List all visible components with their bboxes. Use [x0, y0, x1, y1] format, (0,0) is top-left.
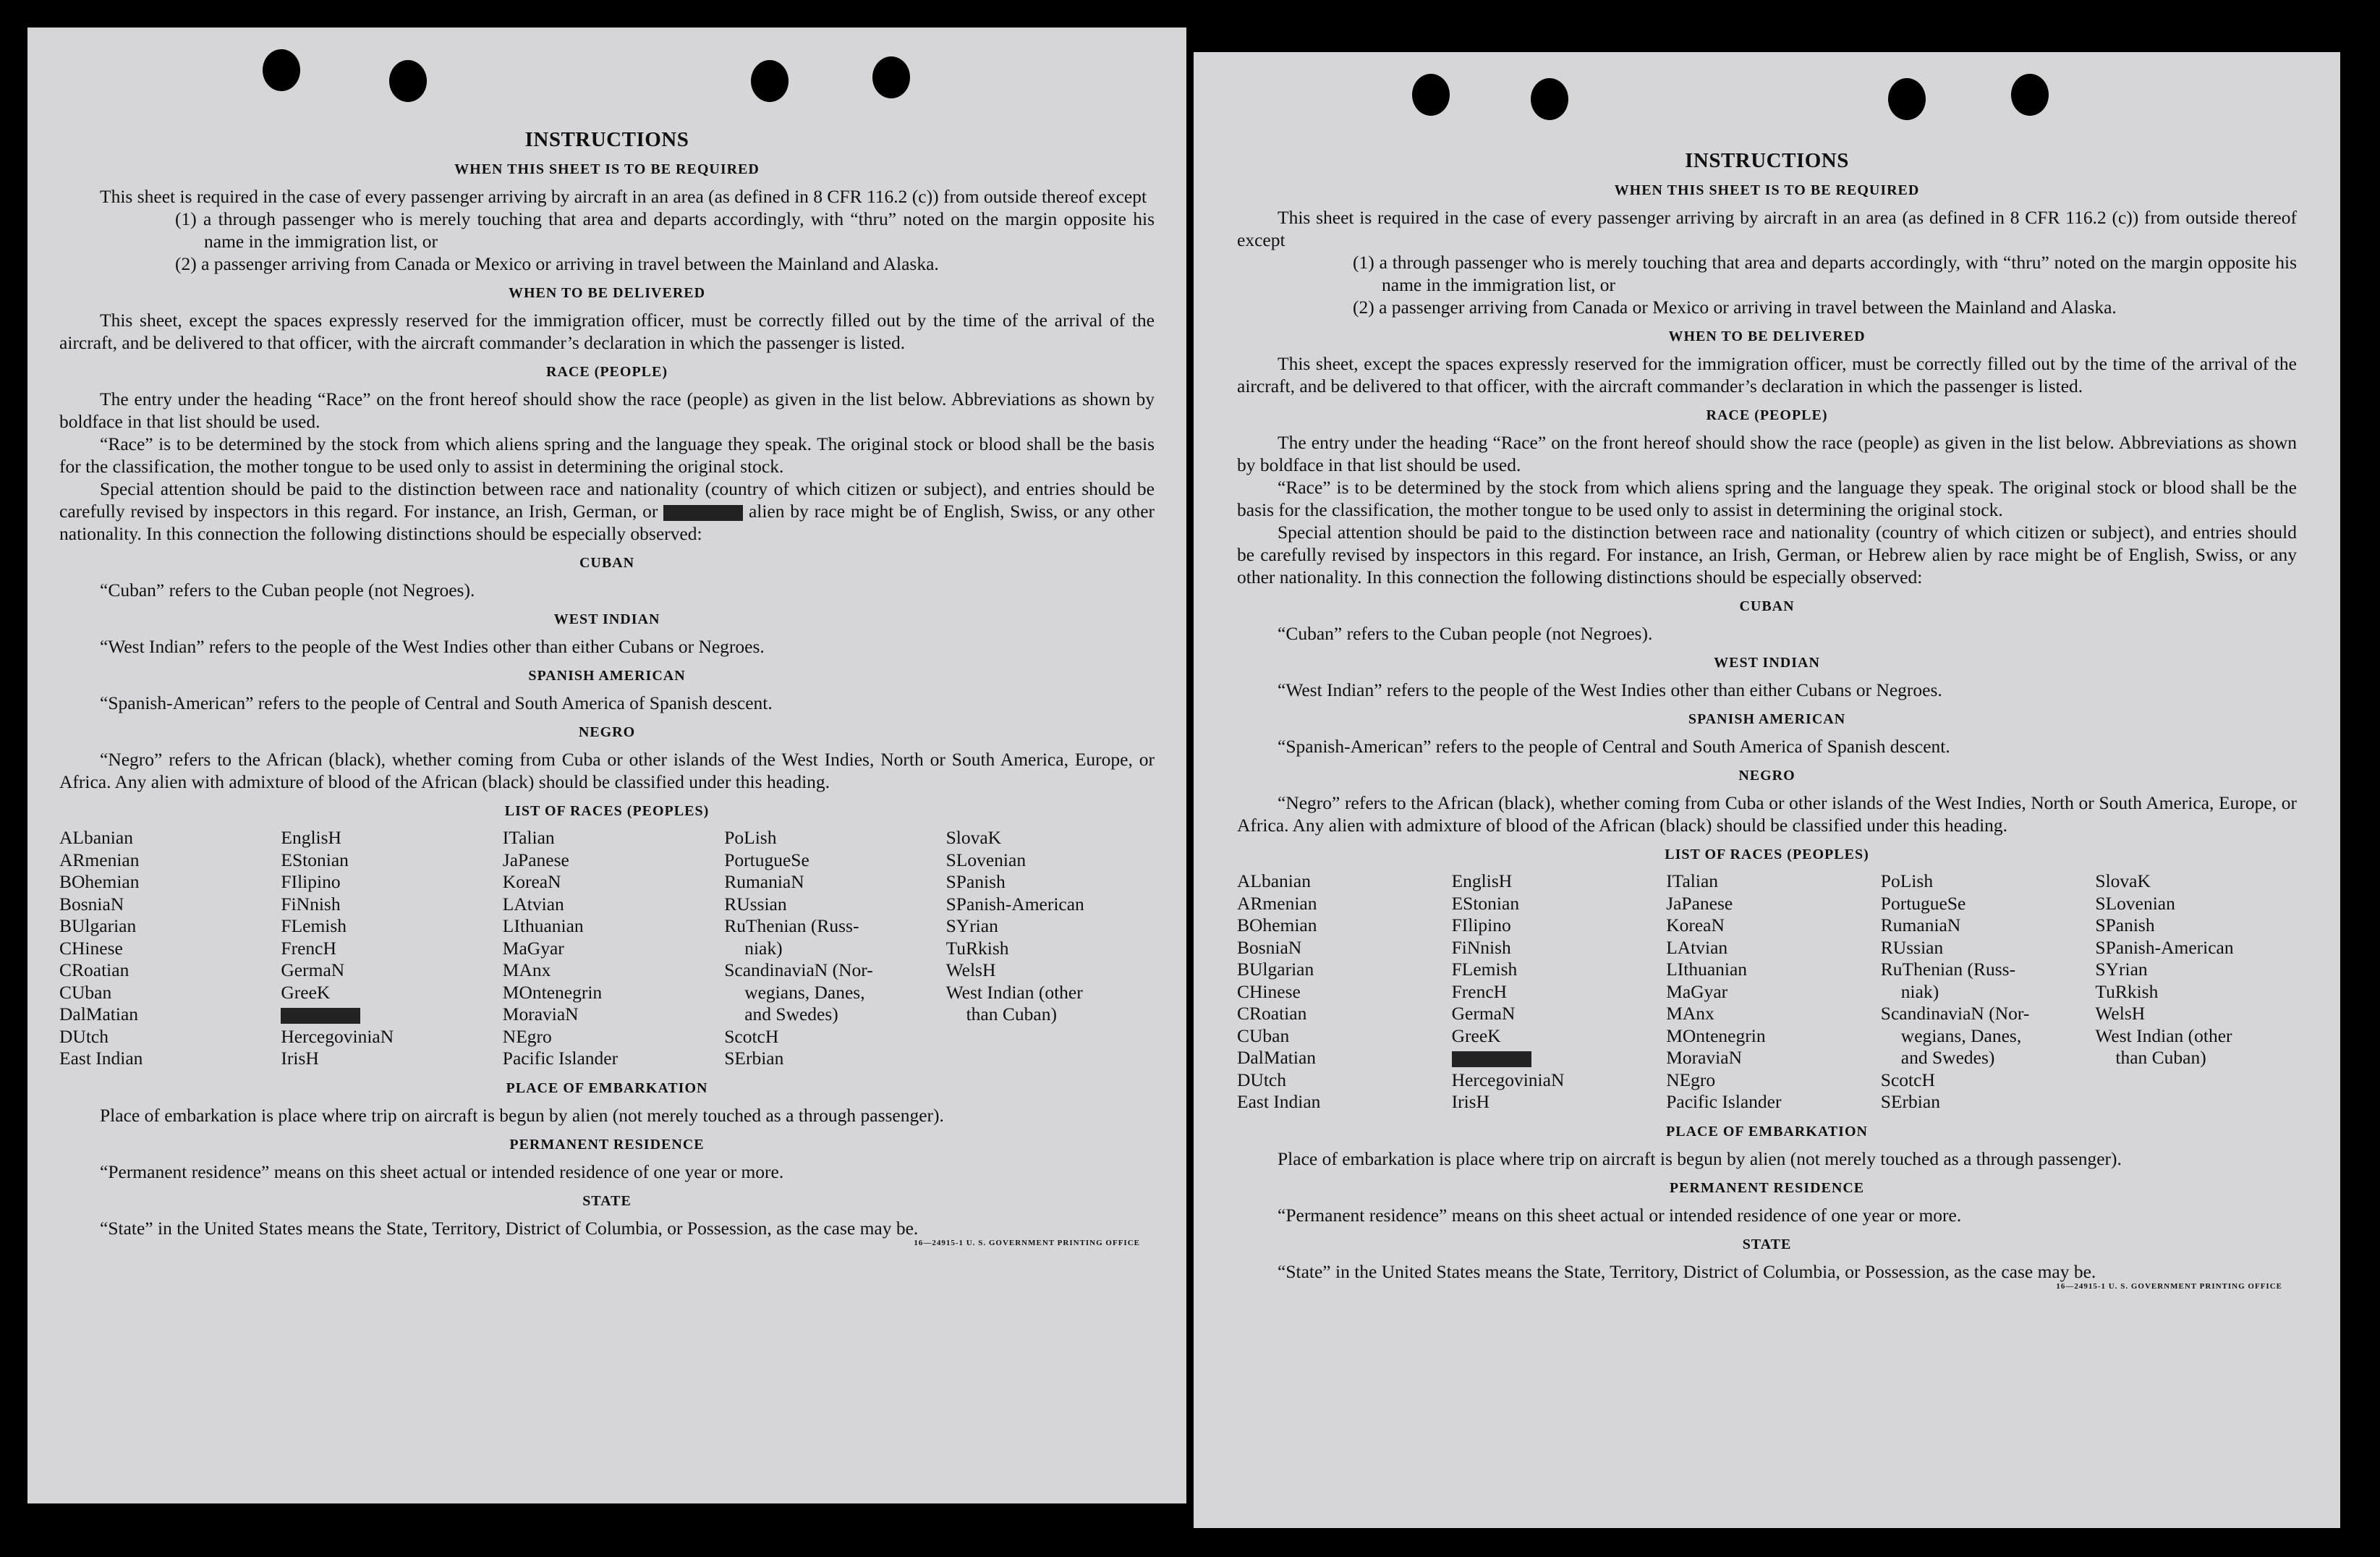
section-heading: WHEN THIS SHEET IS TO BE REQUIRED: [454, 161, 760, 177]
instructions-text: [59, 129, 1155, 1255]
race-item: CUban: [1237, 1024, 1290, 1046]
page-title: INSTRUCTIONS: [524, 128, 689, 151]
race-item: NEgro: [502, 1025, 552, 1047]
section-heading: SPANISH AMERICAN: [528, 668, 686, 684]
race-item: SPanish: [945, 871, 1006, 892]
race-item: RUssian: [724, 893, 787, 915]
section-heading: WHEN THIS SHEET IS TO BE REQUIRED: [1614, 182, 1920, 198]
race-item: ALbanian: [59, 827, 133, 848]
paragraph: “Negro” refers to the African (black), whether coming from Cuba or other islands of the West Indies, North or South America, Europe, or Africa. Any alien with admixture of blood of the African (black) should be classified under this heading.: [1237, 792, 2297, 836]
section-heading: STATE: [1742, 1236, 1792, 1252]
race-item: than Cuban): [966, 1004, 1057, 1024]
race-column: [1237, 870, 1439, 1113]
race-item: PoLish: [724, 827, 777, 848]
list-item: (1) a through passenger who is merely touching that area and departs accordingly, with “thru” noted on the margin opposite his name in the immigration list, or: [1353, 252, 2297, 295]
race-item: than Cuban): [2115, 1047, 2206, 1068]
paragraph: “Permanent residence” means on this sheet actual or intended residence of one year or more.: [100, 1161, 784, 1182]
section-heading: RACE (PEOPLE): [546, 364, 668, 380]
race-item: Pacific Islander: [1666, 1091, 1782, 1112]
race-item: TuRkish: [945, 937, 1009, 959]
race-item: NEgro: [1666, 1069, 1716, 1090]
race-item: BUlgarian: [59, 915, 137, 936]
punch-hole: [1412, 74, 1450, 116]
document-page-left: [27, 27, 1186, 1503]
race-item: SlovaK: [945, 827, 1002, 848]
section-heading: PLACE OF EMBARKATION: [1666, 1123, 1868, 1140]
section-heading: NEGRO: [578, 724, 636, 740]
race-item: CRoatian: [59, 959, 129, 980]
section-heading: PERMANENT RESIDENCE: [509, 1136, 705, 1153]
paragraph: “West Indian” refers to the people of the West Indies other than either Cubans or Negroes.: [1278, 679, 1942, 700]
race-item: EStonian: [1451, 892, 1520, 914]
race-list: [59, 827, 1155, 1070]
race-item: SLovenian: [945, 849, 1027, 870]
race-item: West Indian (other: [2095, 1024, 2232, 1046]
race-item: BOhemian: [59, 871, 140, 892]
race-item: ScandinaviaN (Nor-: [724, 959, 873, 980]
race-item: BosniaN: [59, 893, 124, 915]
race-item: HercegoviniaN: [281, 1025, 394, 1047]
paragraph: Place of embarkation is place where trip on aircraft is begun by alien (not merely touched as a through passenger).: [1278, 1147, 2122, 1169]
race-item: FiNnish: [281, 893, 341, 915]
race-item: SErbian: [1880, 1091, 1940, 1112]
race-item: SLovenian: [2095, 892, 2175, 914]
race-item: East Indian: [59, 1048, 143, 1069]
race-item: DUtch: [59, 1025, 109, 1047]
race-column: [1452, 870, 1654, 1113]
race-item: EnglisH: [281, 827, 341, 848]
list-item: (2) a passenger arriving from Canada or Mexico or arriving in travel between the Mainland and Alaska.: [175, 253, 939, 274]
redaction-mark: [281, 1008, 360, 1024]
paragraph: This sheet, except the spaces expressly reserved for the immigration officer, must be correctly filled out by the time of the arrival of the aircraft, and be delivered to that officer, with the aircraft commander’s declaration in which the passenger is listed.: [1237, 353, 2297, 396]
race-item: West Indian (other: [945, 981, 1083, 1003]
race-item: HercegoviniaN: [1451, 1069, 1565, 1090]
page-title: INSTRUCTIONS: [1685, 149, 1849, 172]
race-item: EStonian: [281, 849, 349, 870]
section-heading: NEGRO: [1738, 768, 1795, 784]
race-item: RumaniaN: [1880, 915, 1961, 936]
race-item: wegians, Danes,: [744, 981, 865, 1003]
race-item: BosniaN: [1237, 936, 1302, 958]
paragraph-part: alien by race might be of English, Swiss, or any other nationality. In this connection the following distinctions should be especially observed:: [59, 501, 1155, 544]
race-column: [1666, 870, 1868, 1113]
race-item: BOhemian: [1237, 915, 1317, 936]
section-heading: WHEN TO BE DELIVERED: [1668, 328, 1866, 344]
race-item: RuThenian (Russ-: [724, 915, 859, 936]
race-item: JaPanese: [1666, 892, 1733, 914]
race-item: Pacific Islander: [502, 1048, 619, 1069]
redaction-mark: [663, 505, 743, 521]
paragraph: “Cuban” refers to the Cuban people (not Negroes).: [1278, 623, 1653, 644]
race-item: ITalian: [502, 827, 555, 848]
race-item: FLemish: [1451, 959, 1518, 980]
redaction-mark: [1452, 1051, 1531, 1067]
paragraph-part: Special attention should be paid to the distinction between race and nationality (country of which citizen or subject), and entries should be carefully revised by inspectors in this regard. For instance, an Irish, German, or: [59, 478, 1155, 522]
paragraph: The entry under the heading “Race” on the front hereof should show the race (people) as given in the list below. Abbreviations as shown by boldface in that list should be used.: [59, 389, 1155, 432]
race-item: FrencH: [1451, 980, 1508, 1002]
race-item: niak): [1900, 980, 1939, 1002]
punch-hole: [389, 60, 427, 102]
race-column: [724, 827, 932, 1070]
race-item: MOntenegrin: [502, 981, 603, 1003]
race-item: niak): [744, 937, 783, 959]
race-item: SPanish: [2095, 915, 2155, 936]
race-item: LIthuanian: [502, 915, 584, 936]
paragraph: “West Indian” refers to the people of the West Indies other than either Cubans or Negroes.: [100, 636, 765, 657]
race-item: MoraviaN: [1666, 1047, 1742, 1068]
section-heading: WHEN TO BE DELIVERED: [508, 285, 706, 301]
paragraph: “State” in the United States means the State, Territory, District of Columbia, or Possession, as the case may be.: [100, 1217, 919, 1239]
race-column: [1881, 870, 2083, 1113]
document-page-right: [1194, 52, 2340, 1528]
paragraph: Special attention should be paid to the distinction between race and nationality (country of which citizen or subject), and entries should be carefully revised by inspectors in this regard. For instance, an Irish, German, or Hebrew alien by race might be of English, Swiss, or any other nationality. In this connection the following distinctions should be especially observed:: [1237, 522, 2297, 587]
race-item: ARmenian: [1237, 892, 1317, 914]
race-item: CRoatian: [1237, 1003, 1307, 1024]
paragraph: “Permanent residence” means on this sheet actual or intended residence of one year or more.: [1278, 1204, 1962, 1226]
race-item: PortugueSe: [1880, 892, 1966, 914]
race-item: ARmenian: [59, 849, 140, 870]
race-item: PortugueSe: [724, 849, 809, 870]
race-item: FiNnish: [1451, 936, 1511, 958]
paragraph: This sheet is required in the case of every passenger arriving by aircraft in an area (as defined in 8 CFR 116.2 (c)) from outside thereof except: [100, 186, 1147, 207]
section-heading: RACE (PEOPLE): [1706, 407, 1828, 423]
punch-hole: [2011, 74, 2049, 116]
race-item: SYrian: [945, 915, 998, 936]
race-item: JaPanese: [502, 849, 569, 870]
race-item: CUban: [59, 981, 112, 1003]
race-item: RUssian: [1880, 936, 1944, 958]
race-item: TuRkish: [2095, 980, 2159, 1002]
race-item: LAtvian: [1666, 936, 1728, 958]
race-item: GreeK: [281, 981, 331, 1003]
instructions-text: [1237, 150, 2297, 1298]
paragraph: “Spanish-American” refers to the people of Central and South America of Spanish descent.: [100, 692, 773, 713]
race-list: [1237, 870, 2297, 1113]
punch-hole: [263, 49, 300, 91]
race-item: DalMatian: [59, 1004, 139, 1024]
race-item: SPanish-American: [2095, 936, 2234, 958]
race-item: DalMatian: [1237, 1047, 1317, 1068]
section-heading: CUBAN: [1739, 598, 1795, 614]
race-item: IrisH: [281, 1048, 319, 1069]
section-heading: PERMANENT RESIDENCE: [1669, 1179, 1865, 1196]
race-item: FrencH: [281, 937, 336, 959]
race-item: MOntenegrin: [1666, 1024, 1766, 1046]
section-heading: LIST OF RACES (PEOPLES): [504, 803, 710, 819]
race-item: MAnx: [502, 959, 551, 980]
race-item-redacted: [1452, 1047, 1654, 1069]
race-item: and Swedes): [744, 1004, 838, 1024]
race-item: MAnx: [1666, 1003, 1714, 1024]
race-item: SlovaK: [2095, 870, 2151, 891]
race-item: ScandinaviaN (Nor-: [1880, 1003, 2030, 1024]
punch-hole: [751, 60, 789, 102]
race-item: SYrian: [2095, 959, 2148, 980]
punch-hole: [1888, 78, 1926, 120]
section-heading: STATE: [582, 1192, 632, 1209]
race-item: KoreaN: [502, 871, 561, 892]
race-column: [946, 827, 1155, 1070]
race-item: MaGyar: [1666, 980, 1728, 1002]
race-item: ScotcH: [724, 1025, 779, 1047]
race-item: East Indian: [1237, 1091, 1321, 1112]
paragraph: “Cuban” refers to the Cuban people (not Negroes).: [100, 580, 475, 601]
race-item: EnglisH: [1451, 870, 1513, 891]
race-item: BUlgarian: [1237, 959, 1314, 980]
race-item: IrisH: [1451, 1091, 1490, 1112]
race-item: LIthuanian: [1666, 959, 1748, 980]
list-item: (1) a through passenger who is merely touching that area and departs accordingly, with “thru” noted on the margin opposite his name in the immigration list, or: [175, 208, 1155, 252]
race-column: [59, 827, 268, 1070]
section-heading: PLACE OF EMBARKATION: [506, 1079, 708, 1096]
race-item: ALbanian: [1237, 870, 1311, 891]
paragraph: “State” in the United States means the State, Territory, District of Columbia, or Possession, as the case may be.: [1278, 1260, 2096, 1282]
section-heading: WEST INDIAN: [553, 611, 660, 627]
paragraph: Place of embarkation is place where trip on aircraft is begun by alien (not merely touched as a through passenger).: [100, 1104, 944, 1126]
race-item: ITalian: [1666, 870, 1719, 891]
race-item: and Swedes): [1900, 1047, 1995, 1068]
list-item: (2) a passenger arriving from Canada or Mexico or arriving in travel between the Mainland and Alaska.: [1353, 297, 2117, 318]
section-heading: CUBAN: [579, 555, 635, 571]
race-item: LAtvian: [502, 893, 564, 915]
race-item: ScotcH: [1880, 1069, 1935, 1090]
race-item: DUtch: [1237, 1069, 1286, 1090]
race-item: FLemish: [281, 915, 347, 936]
section-heading: LIST OF RACES (PEOPLES): [1665, 847, 1869, 862]
paragraph: “Race” is to be determined by the stock from which aliens spring and the language they speak. The original stock or blood shall be the basis for the classification, the mother tongue to be used only to assist in determining the original stock.: [59, 433, 1155, 477]
race-item: WelsH: [2095, 1003, 2146, 1024]
race-item: KoreaN: [1666, 915, 1725, 936]
race-item: WelsH: [945, 959, 996, 980]
race-item: CHinese: [1237, 980, 1301, 1002]
paragraph: The entry under the heading “Race” on the front hereof should show the race (people) as given in the list below. Abbreviations as shown by boldface in that list should be used.: [1237, 432, 2297, 475]
race-column: [503, 827, 711, 1070]
section-heading: WEST INDIAN: [1714, 655, 1820, 671]
punch-hole: [872, 56, 910, 98]
race-item: SPanish-American: [945, 893, 1084, 915]
race-item: GermaN: [281, 959, 345, 980]
paragraph: “Negro” refers to the African (black), whether coming from Cuba or other islands of the West Indies, North or South America, Europe, or Africa. Any alien with admixture of blood of the African (black) should be classified under this heading.: [59, 749, 1155, 792]
race-item-redacted: [281, 1004, 489, 1026]
race-item: RuThenian (Russ-: [1880, 959, 2016, 980]
paragraph: This sheet is required in the case of every passenger arriving by aircraft in an area (as defined in 8 CFR 116.2 (c)) from outside thereof except: [1237, 207, 2297, 250]
race-item: SErbian: [724, 1048, 784, 1069]
race-item: GermaN: [1451, 1003, 1516, 1024]
race-column: [2095, 870, 2297, 1113]
race-item: MaGyar: [502, 937, 564, 959]
paragraph: “Race” is to be determined by the stock from which aliens spring and the language they speak. The original stock or blood shall be the basis for the classification, the mother tongue to be used only to assist in determining the original stock.: [1237, 477, 2297, 520]
printer-imprint: 16—24915-1 U. S. GOVERNMENT PRINTING OFFICE: [914, 1238, 1140, 1247]
race-column: [281, 827, 489, 1070]
race-item: FIlipino: [1451, 915, 1511, 936]
paragraph: This sheet, except the spaces expressly reserved for the immigration officer, must be correctly filled out by the time of the arrival of the aircraft, and be delivered to that officer, with the aircraft commander’s declaration in which the passenger is listed.: [59, 310, 1155, 353]
paragraph: [59, 478, 1155, 545]
race-item: FIlipino: [281, 871, 341, 892]
paragraph: “Spanish-American” refers to the people of Central and South America of Spanish descent.: [1278, 736, 1950, 757]
race-item: RumaniaN: [724, 871, 804, 892]
race-item: CHinese: [59, 937, 123, 959]
race-item: PoLish: [1880, 870, 1934, 891]
printer-imprint: 16—24915-1 U. S. GOVERNMENT PRINTING OFFICE: [2056, 1281, 2282, 1291]
race-item: wegians, Danes,: [1900, 1024, 2022, 1046]
race-item: GreeK: [1451, 1024, 1501, 1046]
punch-hole: [1531, 78, 1568, 120]
race-item: MoraviaN: [502, 1004, 579, 1024]
section-heading: SPANISH AMERICAN: [1688, 711, 1846, 727]
